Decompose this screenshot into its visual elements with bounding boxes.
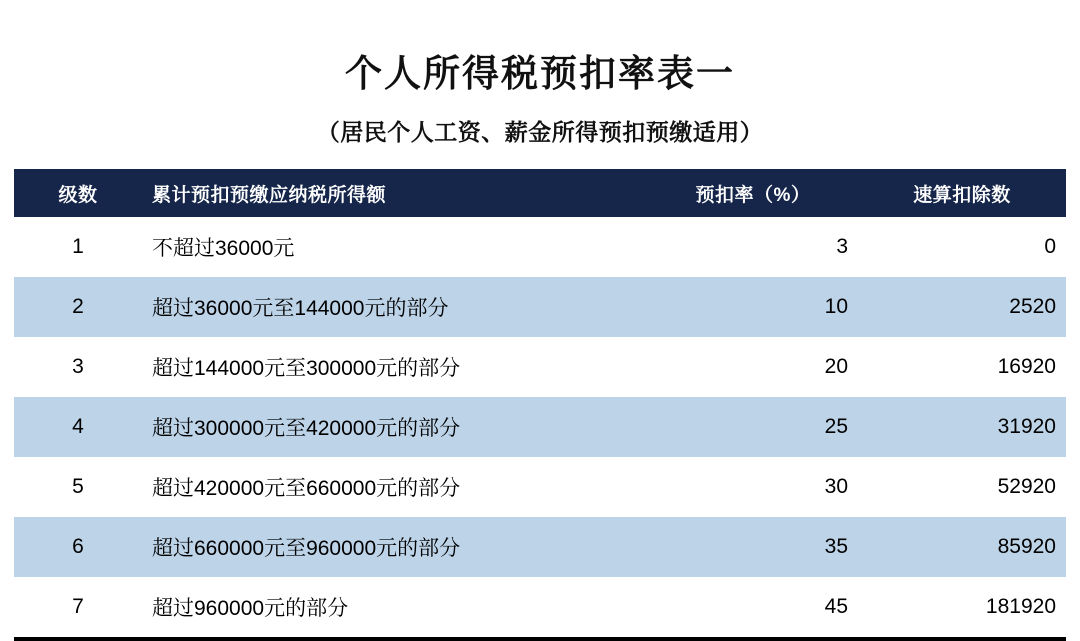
cell-range: 超过660000元至960000元的部分 bbox=[142, 517, 648, 577]
cell-deduction: 52920 bbox=[858, 457, 1066, 517]
cell-rate: 35 bbox=[648, 517, 858, 577]
cell-deduction: 0 bbox=[858, 217, 1066, 277]
cell-range: 不超过36000元 bbox=[142, 217, 648, 277]
cell-level: 2 bbox=[14, 277, 142, 337]
table-header-row bbox=[14, 169, 1066, 217]
cell-range: 超过960000元的部分 bbox=[142, 577, 648, 637]
cell-deduction: 16920 bbox=[858, 337, 1066, 397]
cell-range: 超过420000元至660000元的部分 bbox=[142, 457, 648, 517]
table-row bbox=[14, 517, 1066, 577]
tax-rate-table bbox=[14, 169, 1066, 637]
cell-level: 4 bbox=[14, 397, 142, 457]
table-row bbox=[14, 337, 1066, 397]
cell-rate: 45 bbox=[648, 577, 858, 637]
cell-rate: 25 bbox=[648, 397, 858, 457]
table-row bbox=[14, 577, 1066, 637]
column-header-level: 级数 bbox=[14, 169, 142, 217]
tax-table-container bbox=[0, 169, 1080, 637]
table-row bbox=[14, 277, 1066, 337]
table-bottom-border bbox=[14, 637, 1066, 641]
cell-rate: 3 bbox=[648, 217, 858, 277]
cell-rate: 30 bbox=[648, 457, 858, 517]
page-subtitle: （居民个人工资、薪金所得预扣预缴适用） bbox=[316, 119, 764, 146]
cell-rate: 10 bbox=[648, 277, 858, 337]
cell-deduction: 85920 bbox=[858, 517, 1066, 577]
table-row bbox=[14, 397, 1066, 457]
column-header-rate: 预扣率（%） bbox=[648, 169, 858, 217]
column-header-range: 累计预扣预缴应纳税所得额 bbox=[142, 169, 648, 217]
cell-range: 超过144000元至300000元的部分 bbox=[142, 337, 648, 397]
cell-deduction: 31920 bbox=[858, 397, 1066, 457]
cell-deduction: 181920 bbox=[858, 577, 1066, 637]
cell-deduction: 2520 bbox=[858, 277, 1066, 337]
cell-level: 5 bbox=[14, 457, 142, 517]
page-title: 个人所得税预扣率表一 bbox=[345, 53, 735, 94]
table-header bbox=[14, 169, 1066, 217]
table-row bbox=[14, 457, 1066, 517]
cell-range: 超过300000元至420000元的部分 bbox=[142, 397, 648, 457]
table-row bbox=[14, 217, 1066, 277]
cell-range: 超过36000元至144000元的部分 bbox=[142, 277, 648, 337]
cell-level: 1 bbox=[14, 217, 142, 277]
cell-level: 6 bbox=[14, 517, 142, 577]
table-body bbox=[14, 217, 1066, 637]
cell-level: 7 bbox=[14, 577, 142, 637]
cell-rate: 20 bbox=[648, 337, 858, 397]
cell-level: 3 bbox=[14, 337, 142, 397]
column-header-deduction: 速算扣除数 bbox=[858, 169, 1066, 217]
